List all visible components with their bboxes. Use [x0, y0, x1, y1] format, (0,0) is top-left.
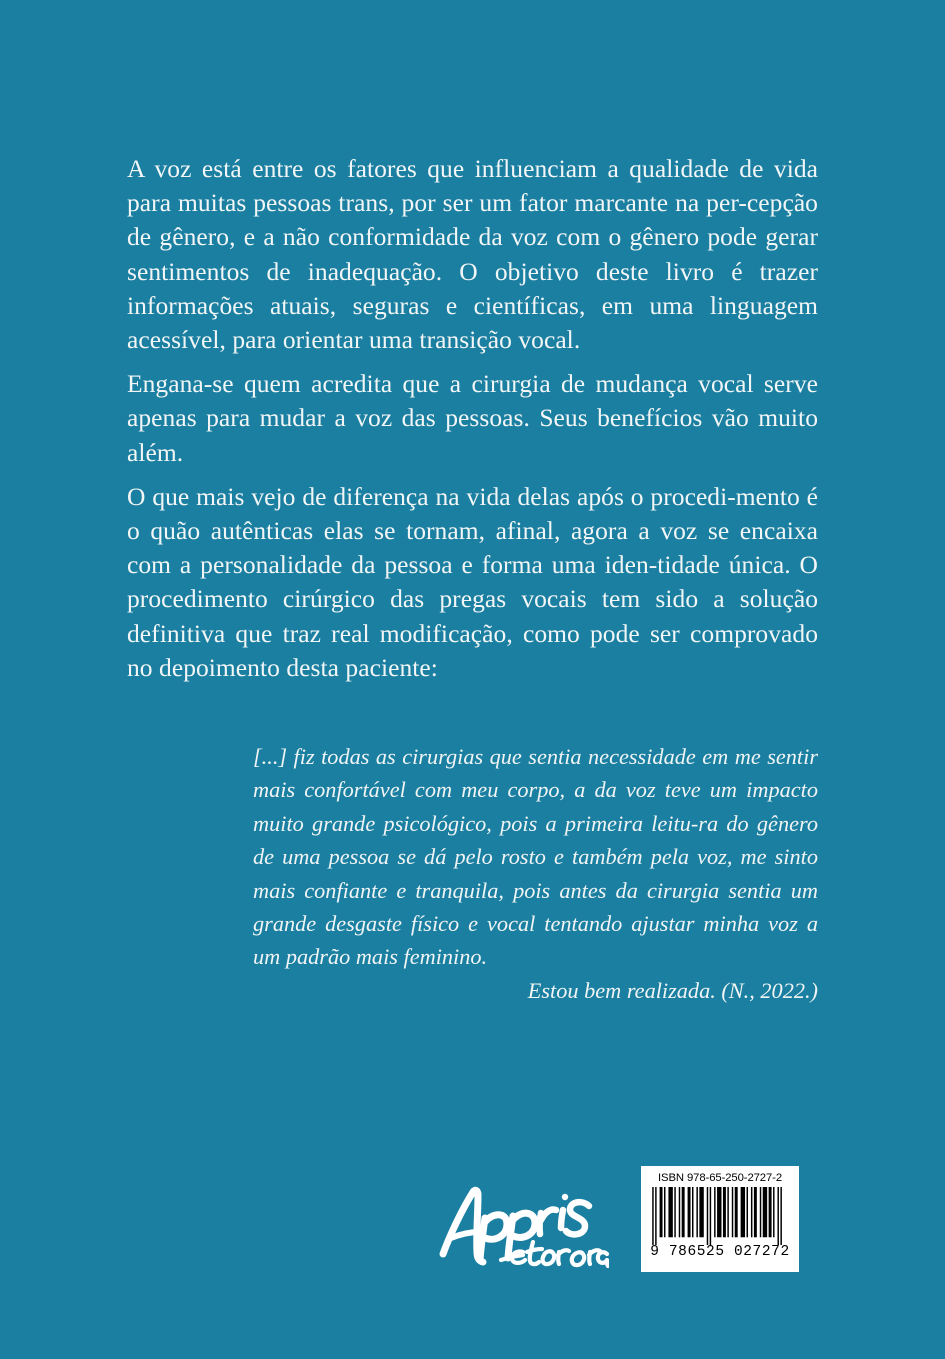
testimonial-attribution: Estou bem realizada. (N., 2022.): [527, 977, 818, 1003]
isbn-number-label: ISBN 978-65-250-2727-2: [657, 1172, 783, 1184]
isbn-barcode: [641, 1166, 799, 1272]
testimonial-body: [...] fiz todas as cirurgias que sentia necessidade em me sentir mais confortável com meu corpo, a da voz teve um impacto muito grande psicológico, pois a primeira leitu-ra do gênero de uma pessoa se dá pelo rosto e também pela voz, me sinto mais confiante e tranquila, pois antes da cirurgia sentia um grande desgaste físico e vocal tentando ajustar minha voz a um padrão mais feminino.: [253, 744, 818, 970]
blurb-paragraph-1: A voz está entre os fatores que influenciam a qualidade de vida para muitas pessoas trans, por ser um fator marcante na per-cepção de gênero, e a não conformidade da voz com o gênero pode gerar sentimentos de inadequação. O objetivo deste livro é trazer informações atuais, seguras e científicas, em uma linguagem acessível, para orientar uma transição vocal.: [127, 154, 818, 355]
testimonial-quote: [253, 740, 818, 1007]
blurb-paragraph-3: O que mais vejo de diferença na vida delas após o procedi-mento é o quão autênticas elas se tornam, afinal, agora a voz se encaixa com a personalidade da pessoa e forma uma iden-tidade única. O procedimento cirúrgico das pregas vocais tem sido a solução definitiva que traz real modificação, como pode ser comprovado no depoimento desta paciente:: [127, 481, 818, 682]
ean-digits-label: 9 786525 027272: [650, 1244, 790, 1260]
blurb-text-block: [127, 152, 818, 685]
blurb-paragraph-2: Engana-se quem acredita que a cirurgia de mudança vocal serve apenas para mudar a voz das pessoas. Seus benefícios vão muito além.: [127, 369, 818, 467]
testimonial-paragraph: [253, 740, 818, 1007]
appris-publisher-logo: [437, 1182, 609, 1270]
barcode-bars: [650, 1187, 790, 1245]
